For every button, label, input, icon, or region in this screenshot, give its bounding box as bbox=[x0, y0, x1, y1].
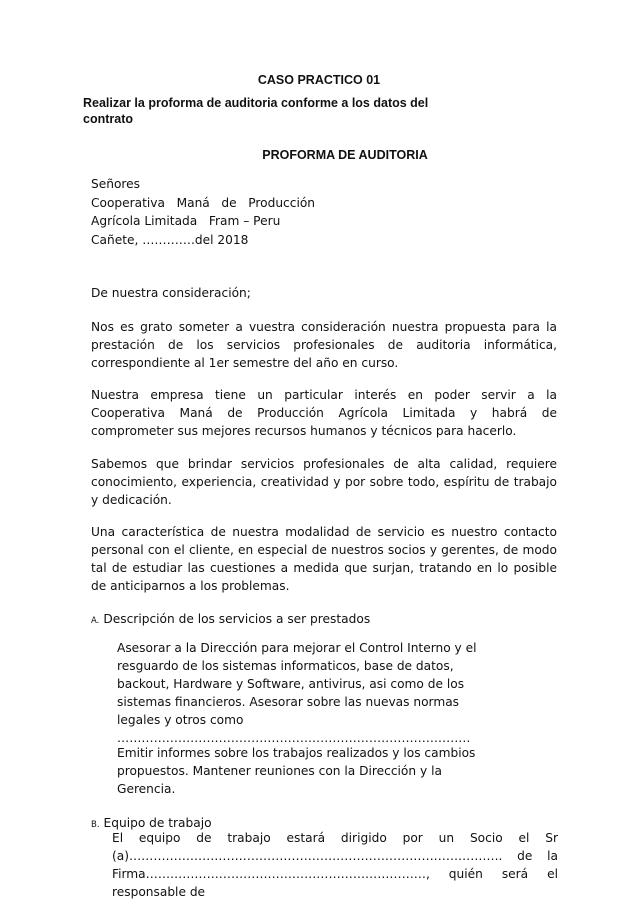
section-b-title: Equipo de trabajo bbox=[103, 816, 212, 830]
address-block bbox=[91, 175, 391, 249]
greeting: De nuestra consideración; bbox=[91, 286, 251, 300]
team-paragraph: El equipo de trabajo estará dirigido por un Socio el Sr (a)……………………………………………………………………………….. de la Firma……………………………………………………………, quién será el responsable de bbox=[112, 831, 558, 899]
proforma-title: PROFORMA DE AUDITORIA bbox=[262, 148, 428, 162]
service-item: Emitir informes sobre los trabajos realizados y los cambios propuestos. Mantener reuniones con la Dirección y la Gerencia. bbox=[117, 746, 476, 796]
paragraph-proposal: Nos es grato someter a vuestra consideración nuestra propuesta para la prestación de los servicios profesionales de auditoria informática, correspondiente al 1er semestre del año en curso. bbox=[91, 320, 557, 370]
paragraph-contact: Una característica de nuestra modalidad de servicio es nuestro contacto personal con el cliente, en especial de nuestros socios y gerentes, de modo tal de estudiar las cuestiones a medida que surjan, tratando en lo posible de anticiparnos a los problemas. bbox=[91, 525, 557, 593]
case-title: CASO PRACTICO 01 bbox=[257, 73, 381, 87]
paragraph-quality: Sabemos que brindar servicios profesionales de alta calidad, requiere conocimiento, experiencia, creatividad y por sobre todo, espíritu de trabajo y dedicación. bbox=[91, 457, 557, 507]
section-a-heading bbox=[91, 610, 370, 630]
section-a-title: Descripción de los servicios a ser prestados bbox=[103, 612, 371, 626]
section-a-letter: A. bbox=[91, 616, 100, 626]
instruction-text: Realizar la proforma de auditoria conforme a los datos del contrato bbox=[83, 96, 429, 126]
address-line: Cooperativa Maná de Producción bbox=[91, 195, 316, 210]
section-b-letter: B. bbox=[91, 820, 100, 830]
paragraph-interest: Nuestra empresa tiene un particular interés en poder servir a la Cooperativa Maná de Producción Agrícola Limitada y habrá de comprometer sus mejores recursos humanos y técnicos para hacerlo. bbox=[91, 388, 557, 438]
address-line: Señores bbox=[91, 177, 141, 191]
address-line: Agrícola Limitada Fram – Peru bbox=[91, 214, 281, 228]
service-item: Asesorar a la Dirección para mejorar el Control Interno y el resguardo de los sistemas informaticos, base de datos, backout, Hardware y Software, antivirus, asi como de los sistemas financieros. Asesorar sobre las nuevas normas legales y otros como …………………………………………………………………………… bbox=[117, 641, 477, 745]
address-line: Cañete, ………….del 2018 bbox=[91, 232, 249, 247]
